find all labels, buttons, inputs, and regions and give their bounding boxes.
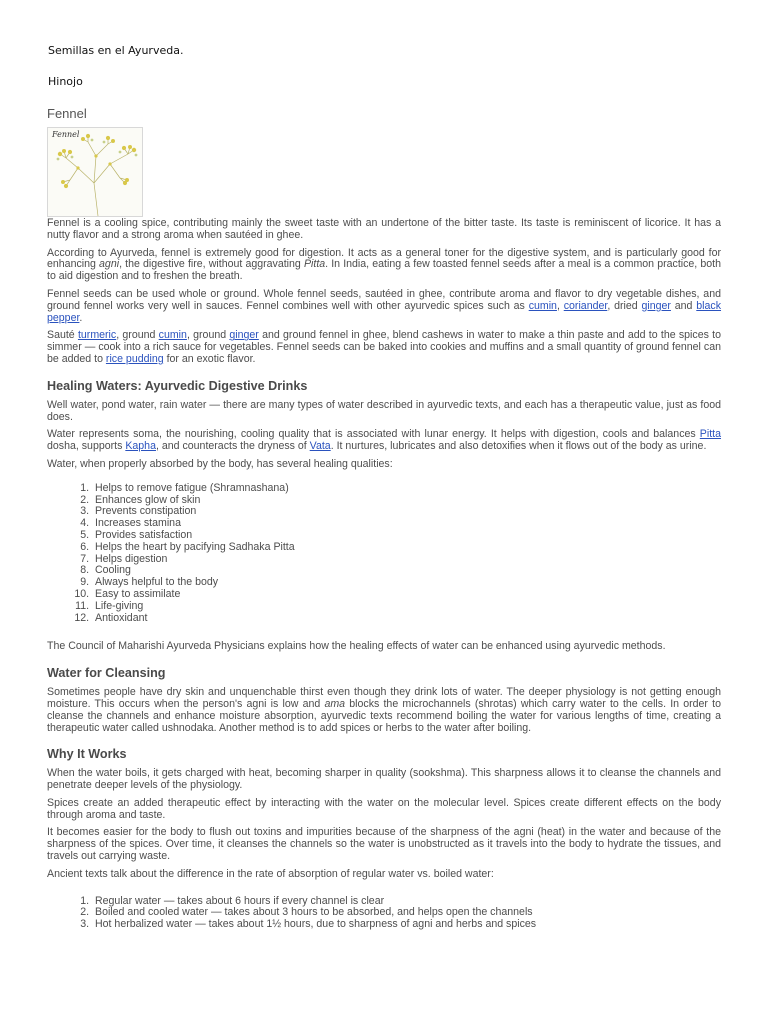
- list-item: 3. Prevents constipation: [92, 506, 721, 518]
- text-run: dosha, supports: [47, 440, 126, 453]
- agni-term: agni: [99, 258, 120, 271]
- pitta-link[interactable]: Pitta: [699, 428, 721, 441]
- cumin-link[interactable]: cumin: [158, 329, 187, 342]
- list-item: 7. Helps digestion: [92, 554, 721, 566]
- list-item: 6. Helps the heart by pacifying Sadhaka Pitta: [92, 542, 721, 554]
- document-subtitle: Hinojo: [48, 75, 83, 88]
- text-run: Sauté: [47, 329, 78, 342]
- text-run: , ground: [116, 329, 159, 342]
- rice-pudding-link[interactable]: rice pudding: [105, 352, 164, 365]
- list-item: 1. Regular water — takes about 6 hours if every channel is clear: [92, 896, 721, 908]
- list-item: 2. Enhances glow of skin: [92, 495, 721, 507]
- ginger-link[interactable]: ginger: [229, 329, 259, 342]
- healing-qualities-list: [47, 483, 721, 625]
- list-item: 1. Helps to remove fatigue (Shramnashana): [92, 483, 721, 495]
- cumin-link[interactable]: cumin: [528, 299, 557, 312]
- list-item: 12. Antioxidant: [92, 613, 721, 625]
- absorption-rate-list: [47, 896, 721, 931]
- healing-paragraph-2: [47, 429, 721, 453]
- text-run: . In India, eating a few toasted fennel seeds after a meal is a common practice, both to aid digestion and to freshen the breath.: [47, 258, 722, 283]
- text-run: Sometimes people have dry skin and unquenchable thirst even though they drink lots of water. The deeper physiology is not getting enough moisture. This occurs when the person's agni is low and: [47, 686, 721, 710]
- why-paragraph-4: Ancient texts talk about the difference in the rate of absorption of regular water vs. boiled water:: [47, 867, 494, 880]
- vata-link[interactable]: Vata: [309, 440, 331, 453]
- coriander-link[interactable]: coriander: [563, 299, 608, 312]
- cleansing-paragraph-1: [47, 687, 721, 734]
- turmeric-link[interactable]: turmeric: [77, 329, 117, 342]
- fennel-image: [47, 127, 143, 217]
- kapha-link[interactable]: Kapha: [125, 440, 156, 453]
- why-it-works-heading: Why It Works: [47, 747, 127, 762]
- healing-paragraph-1: Well water, pond water, rain water — there are many types of water described in ayurvedic texts, and each has a therapeutic value, just as food does.: [47, 398, 721, 423]
- text-run: blocks the microchannels (shrotas) which carry water to the cells. In order to cleanse the channels and enhance moisture absorption, ayurvedic texts recommend boiling the water for various lengths of time, creating a therapeutic water called ushnodaka. Another method is to add spices or herbs to the water after boiling.: [47, 697, 721, 734]
- document-title: Semillas en el Ayurveda.: [48, 44, 184, 57]
- list-item: 4. Increases stamina: [92, 518, 721, 530]
- text-run: .: [79, 311, 83, 324]
- text-run: , the digestive fire, without aggravating: [119, 258, 304, 271]
- ama-term: ama: [324, 697, 346, 710]
- text-run: , and counteracts the dryness of: [155, 440, 310, 453]
- healing-paragraph-3: Water, when properly absorbed by the body, has several healing qualities:: [47, 457, 393, 470]
- pitta-term: Pitta: [303, 258, 326, 271]
- text-run: ,: [556, 299, 564, 312]
- text-run: , ground: [186, 329, 230, 342]
- fennel-paragraph-3: [47, 289, 721, 324]
- list-item: 10. Easy to assimilate: [92, 589, 721, 601]
- text-run: Water represents soma, the nourishing, cooling quality that is associated with lunar energy. It helps with digestion, cools and balances: [47, 428, 700, 441]
- text-run: Fennel seeds can be used whole or ground. Whole fennel seeds, sautéed in ghee, contribute aroma and flavor to dry vegetable dishes, and ground fennel works very well in sauces. Fennel combines well with other ayurvedic spices such as: [47, 287, 721, 312]
- article-content: [47, 106, 721, 948]
- fennel-plant-illustration-icon: [48, 128, 142, 216]
- text-run: . It nurtures, lubricates and also detoxifies when it flows out of the body as urine.: [330, 440, 707, 453]
- fennel-paragraph-2: [47, 248, 721, 283]
- fennel-paragraph-4: [47, 330, 721, 365]
- list-item: 11. Life-giving: [92, 601, 721, 613]
- why-paragraph-1: When the water boils, it gets charged with heat, becoming sharper in quality (sookshma). This sharpness allows it to cleanse the channels and penetrate deeper levels of the physiology.: [47, 767, 721, 792]
- list-item: 8. Cooling: [92, 565, 721, 577]
- healing-waters-heading: Healing Waters: Ayurvedic Digestive Drinks: [47, 378, 308, 393]
- list-item: 2. Boiled and cooled water — takes about 3 hours to be absorbed, and helps open the channels: [92, 907, 721, 919]
- ginger-link[interactable]: ginger: [641, 299, 671, 312]
- text-run: and: [670, 299, 697, 312]
- list-item: 5. Provides satisfaction: [92, 530, 721, 542]
- text-run: , dried: [607, 299, 642, 312]
- black-pepper-link[interactable]: black pepper: [47, 299, 722, 324]
- text-run: for an exotic flavor.: [163, 352, 256, 365]
- why-paragraph-3: It becomes easier for the body to flush out toxins and impurities because of the sharpness of the agni (heat) in the water and because of the sharpness of the spices. Over time, it cleanses the channels so the water is unobstructed as it travels into the body to hydrate the tissues, and travels out carrying waste.: [47, 826, 721, 863]
- text-run: and ground fennel in ghee, blend cashews in water to make a thin paste and add to the spices to simmer — cook into a rich sauce for vegetables. Fennel seeds can be baked into cookies and muffins and a small quantity of ground fennel can be added to: [47, 329, 721, 365]
- fennel-paragraph-1: Fennel is a cooling spice, contributing mainly the sweet taste with an undertone of the bitter taste. Its taste is reminiscent of licorice. It has a nutty flavor and a strong aroma when sautéed in ghee.: [47, 217, 721, 241]
- list-item: 3. Hot herbalized water — takes about 1½ hours, due to sharpness of agni and herbs and spices: [92, 919, 721, 931]
- why-paragraph-2: Spices create an added therapeutic effect by interacting with the water on the molecular level. Spices create different effects on the body through aroma and taste.: [47, 796, 721, 821]
- water-for-cleansing-heading: Water for Cleansing: [47, 666, 166, 681]
- fennel-image-label: Fennel: [52, 130, 80, 139]
- text-run: According to Ayurveda, fennel is extremely good for digestion. It acts as a general toner for the digestive system, and is particularly good for enhancing: [47, 246, 721, 271]
- healing-paragraph-4: The Council of Maharishi Ayurveda Physicians explains how the healing effects of water can be enhanced using ayurvedic methods.: [47, 640, 666, 653]
- fennel-heading: Fennel: [47, 106, 87, 121]
- list-item: 9. Always helpful to the body: [92, 577, 721, 589]
